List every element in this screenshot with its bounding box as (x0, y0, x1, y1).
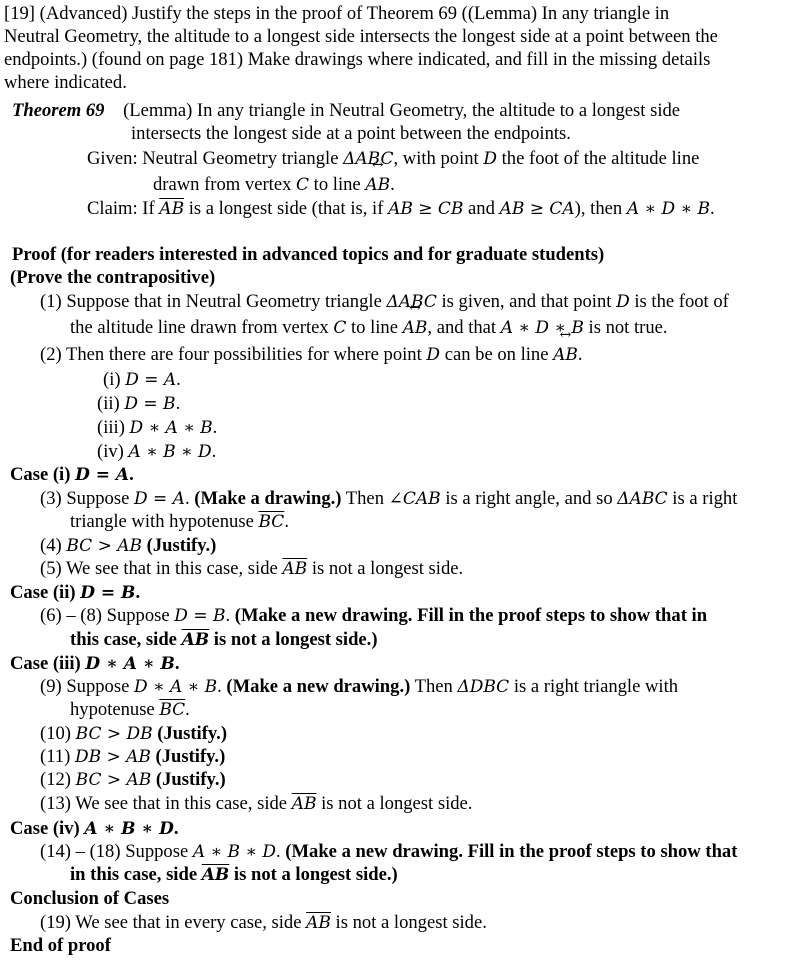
text: , with point (393, 148, 484, 169)
possibility-iv (97, 440, 216, 465)
segment-bc: $\overline{BC}$ (258, 512, 285, 532)
end-of-proof: End of proof (10, 935, 111, 956)
theorem-label: Theorem 69 (12, 100, 105, 121)
math: BC > AB (75, 770, 152, 790)
instruction: (Make a drawing.) (194, 488, 342, 509)
text: is not a longest side.) (229, 864, 398, 885)
text: . (212, 417, 218, 438)
text: . (174, 653, 180, 674)
math: A ∗ B ∗ D (84, 819, 174, 839)
instruction: (Make a new drawing. Fill in the proof steps to show that in (234, 605, 708, 626)
math: D = A (125, 370, 177, 390)
theorem-statement: (Lemma) In any triangle in Neutral Geometry, the altitude to a longest side (123, 100, 681, 121)
text: . (135, 582, 141, 603)
step-4 (40, 534, 216, 559)
math: D (483, 149, 497, 169)
text: (12) (40, 769, 76, 790)
proof-contrapositive: (Prove the contrapositive) (10, 267, 216, 288)
segment-ab: $\overline{AB}$ (306, 913, 331, 933)
instruction: (Justify.) (151, 769, 226, 790)
text: , and that (427, 317, 501, 338)
step-6-8 (40, 604, 707, 629)
case-iii-heading (10, 652, 180, 677)
text: (10) (40, 723, 76, 744)
math: AB ≥ CA (499, 199, 575, 219)
line-ab-arrow: ↔ AB (365, 174, 390, 198)
text: is a right triangle with (509, 676, 679, 697)
text: (2) Then there are four possibilities for where point (40, 344, 427, 365)
text: is not a longest side. (330, 912, 487, 933)
text: . (390, 174, 395, 195)
intro-line-2: Neutral Geometry, the altitude to a longest side intersects the longest side at a point between the (4, 26, 718, 47)
math: C (296, 175, 310, 195)
segment-ab: $\overline{AB}$ (159, 199, 185, 219)
step-6-8-cont (70, 628, 378, 653)
text: Then (410, 676, 458, 697)
text: in this case, side (70, 864, 202, 885)
text: (1) Suppose that in Neutral Geometry triangle (40, 291, 387, 312)
theorem-claim (87, 197, 715, 222)
step-2 (40, 343, 583, 368)
text: . (185, 699, 190, 720)
text: (iv) (97, 441, 129, 462)
instruction: (Make a new drawing. Fill in the proof steps to show that (285, 841, 738, 862)
text: (11) (40, 746, 75, 767)
text: the foot of the altitude line (496, 148, 700, 169)
text: . (173, 818, 179, 839)
conclusion-heading: Conclusion of Cases (10, 888, 170, 909)
theorem-line-1 (12, 99, 680, 123)
text: the altitude line drawn from vertex (70, 317, 334, 338)
text: . (217, 676, 227, 697)
text: Claim: If (87, 198, 160, 219)
text: Case (i) (10, 464, 76, 485)
possibility-ii (97, 392, 180, 417)
text: . (211, 441, 217, 462)
text: is not a longest side. (316, 793, 473, 814)
segment-bc: $\overline{BC}$ (159, 700, 186, 720)
text: is a right angle, and so (440, 488, 618, 509)
step-13 (40, 792, 472, 817)
instruction: (Justify.) (150, 746, 226, 767)
math: ∠CAB (388, 489, 441, 509)
case-i-heading (10, 463, 134, 488)
step-11 (40, 745, 225, 770)
math: A ∗ D ∗ B (500, 318, 584, 338)
text: (3) Suppose (40, 488, 134, 509)
theorem-line-2: intersects the longest side at a point between the endpoints. (131, 123, 571, 144)
math: D = A (134, 489, 185, 509)
text: . (184, 488, 195, 509)
text: (iii) (97, 417, 130, 438)
text: to line (309, 174, 366, 195)
text: (4) (40, 535, 67, 556)
math: ΔABC (386, 292, 437, 312)
math: D ∗ A ∗ B (134, 677, 218, 697)
step-1 (40, 290, 729, 315)
math: BC > AB (66, 536, 142, 556)
math: D = B (124, 394, 176, 414)
step-9 (40, 675, 678, 700)
step-1-cont (70, 316, 668, 341)
text: is given, and that point (436, 291, 617, 312)
text: to line (346, 317, 403, 338)
math: DB > AB (74, 747, 151, 767)
text: (6) – (8) Suppose (40, 605, 175, 626)
intro-line-4: where indicated. (4, 72, 127, 93)
case-ii-heading (10, 581, 140, 606)
text: . (225, 605, 235, 626)
text: is the foot of (629, 291, 729, 312)
text: . (577, 344, 583, 365)
text: . (175, 393, 181, 414)
text: and (463, 198, 500, 219)
math: ΔABC (617, 489, 668, 509)
text: (i) (103, 369, 126, 390)
math: C (333, 318, 347, 338)
text: (19) We see that in every case, side (40, 912, 307, 933)
text: Case (ii) (10, 582, 81, 603)
step-14-18 (40, 840, 737, 865)
instruction: (Justify.) (141, 535, 217, 556)
math: D (616, 292, 630, 312)
math: D = B (174, 606, 226, 626)
theorem-given (87, 147, 699, 172)
math: ΔDBC (457, 677, 510, 697)
line-ab-arrow: ↔ AB (403, 317, 428, 341)
text: is a right (667, 488, 738, 509)
text: is a longest side (that is, if (184, 198, 389, 219)
text: (13) We see that in this case, side (40, 793, 292, 814)
case-iv-heading (10, 817, 178, 842)
text: (ii) (97, 393, 125, 414)
step-10 (40, 722, 227, 747)
math: D ∗ A ∗ B (129, 418, 213, 438)
possibility-iii (97, 416, 217, 441)
text: Then (341, 488, 389, 509)
text: . (709, 198, 715, 219)
segment-ab: $\overline{AB}$ (181, 630, 210, 650)
text: Case (iv) (10, 818, 85, 839)
text: . (284, 511, 289, 532)
step-3-cont (70, 510, 289, 535)
segment-ab: $\overline{AB}$ (282, 559, 308, 579)
intro-line-3: endpoints.) (found on page 181) Make drawings where indicated, and fill in the missing details (4, 49, 711, 70)
step-3 (40, 487, 737, 512)
line-ab-arrow: ↔ AB (553, 344, 578, 368)
text: is not true. (583, 317, 668, 338)
text: hypotenuse (70, 699, 160, 720)
text: Case (iii) (10, 653, 86, 674)
text: (14) – (18) Suppose (40, 841, 193, 862)
theorem-given-2 (153, 173, 395, 198)
step-5 (40, 557, 463, 582)
proof-heading: Proof (for readers interested in advanced topics and for graduate students) (12, 244, 605, 265)
instruction: (Justify.) (152, 723, 228, 744)
intro-line-1: [19] (Advanced) Justify the steps in the proof of Theorem 69 ((Lemma) In any triangle in (4, 3, 670, 24)
possibility-i (103, 368, 181, 393)
text: is not a longest side.) (209, 629, 378, 650)
math: D (426, 345, 441, 365)
step-14-18-cont (70, 863, 398, 888)
text: (5) We see that in this case, side (40, 558, 283, 579)
step-12 (40, 768, 226, 793)
text: . (129, 464, 134, 485)
math: BC > DB (75, 724, 153, 744)
segment-ab: $\overline{AB}$ (201, 865, 230, 885)
text: drawn from vertex (153, 174, 297, 195)
math: ΔABC (343, 149, 394, 169)
text: is not a longest side. (307, 558, 464, 579)
text: . (176, 369, 181, 390)
math: D ∗ A ∗ B (85, 654, 175, 674)
segment-ab: $\overline{AB}$ (291, 794, 317, 814)
text: . (276, 841, 286, 862)
text: Given: Neutral Geometry triangle (87, 148, 344, 169)
instruction: (Make a new drawing.) (226, 676, 411, 697)
text: this case, side (70, 629, 182, 650)
text: ), then (574, 198, 627, 219)
math: A ∗ B ∗ D (128, 442, 212, 462)
math: AB ≥ CB (388, 199, 464, 219)
math: D = B (80, 583, 136, 603)
math: D = A (75, 465, 130, 485)
step-9-cont (70, 698, 190, 723)
step-19 (40, 911, 487, 936)
text: (9) Suppose (40, 676, 134, 697)
math: A ∗ B ∗ D (192, 842, 276, 862)
text: triangle with hypotenuse (70, 511, 259, 532)
text: can be on line (440, 344, 554, 365)
math: A ∗ D ∗ B (626, 199, 710, 219)
